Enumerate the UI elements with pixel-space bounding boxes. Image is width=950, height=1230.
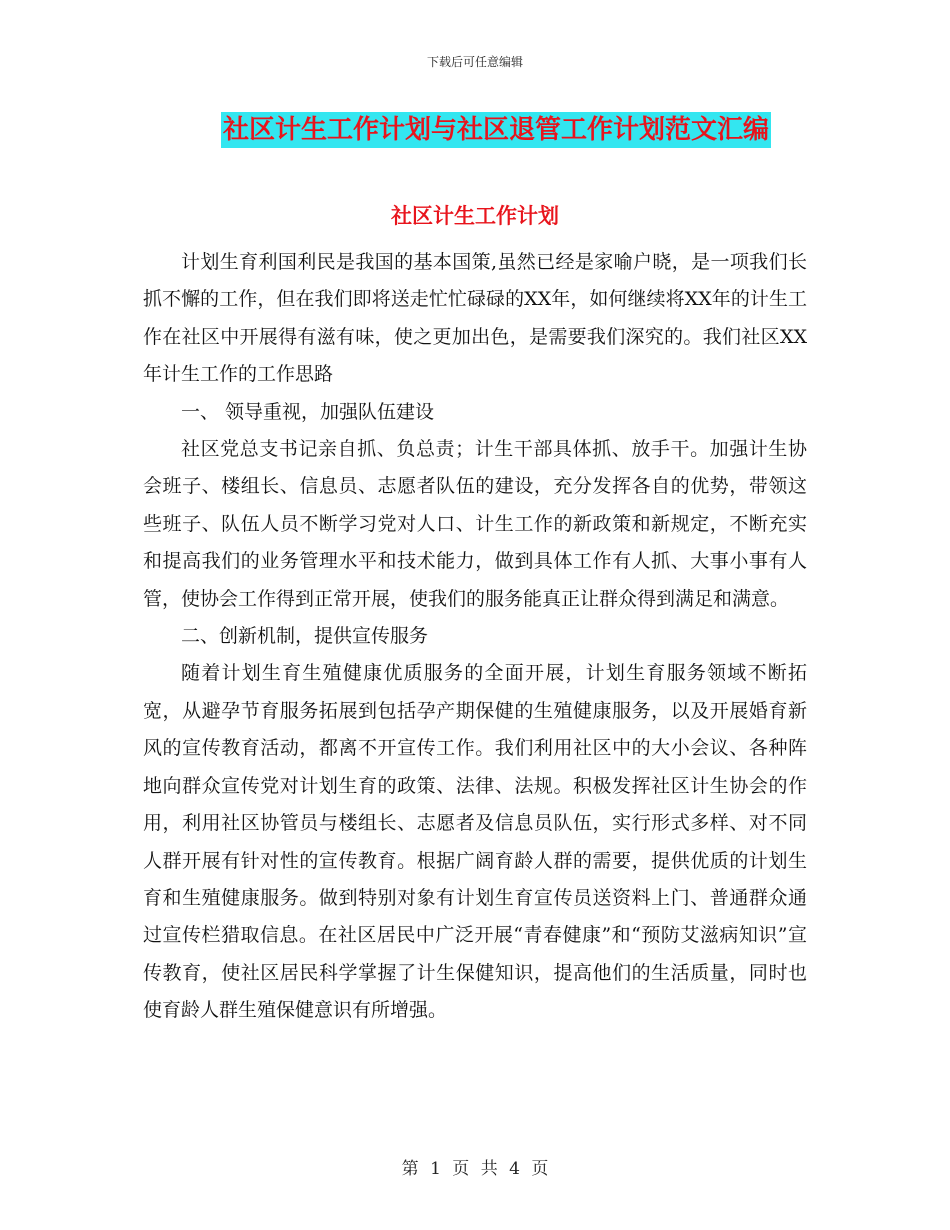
paragraph-intro: 计划生育利国利民是我国的基本国策,虽然已经是家喻户晓，是一项我们长抓不懈的工作，但在我们即将送走忙忙碌碌的XX年，如何继续将XX年的计生工作在社区中开展得有滋有味，使之更加出色，是需要我们深究的。我们社区XX年计生工作的工作思路 bbox=[143, 251, 807, 386]
heading-one: 一、 领导重视，加强队伍建设 bbox=[181, 400, 435, 423]
document-title: 社区计生工作计划与社区退管工作计划范文汇编 bbox=[221, 112, 771, 148]
document-title-container bbox=[0, 112, 950, 148]
page-header: 下载后可任意编辑 bbox=[426, 55, 523, 69]
paragraph-leadership: 社区党总支书记亲自抓、负总责；计生干部具体抓、放手干。加强计生协会班子、楼组长、信息员、志愿者队伍的建设，充分发挥各自的优势，带领这些班子、队伍人员不断学习党对人口、计生工作的新政策和新规定，不断充实和提高我们的业务管理水平和技术能力，做到具体工作有人抓、大事小事有人管，使协会工作得到正常开展，使我们的服务能真正让群众得到满足和满意。 bbox=[143, 438, 807, 610]
section-title: 社区计生工作计划 bbox=[391, 204, 559, 228]
page-footer: 第 1 页 共 4 页 bbox=[401, 1159, 549, 1179]
paragraph-publicity: 随着计划生育生殖健康优质服务的全面开展，计划生育服务领域不断拓宽，从避孕节育服务拓展到包括孕产期保健的生殖健康服务，以及开展婚育新风的宣传教育活动，都离不开宣传工作。我们利用社区中的大小会议、各种阵地向群众宣传党对计划生育的政策、法律、法规。积极发挥社区计生协会的作用，利用社区协管员与楼组长、志愿者及信息员队伍，实行形式多样、对不同人群开展有针对性的宣传教育。根据广阔育龄人群的需要，提供优质的计划生育和生殖健康服务。做到特别对象有计划生育宣传员送资料上门、普通群众通过宣传栏猎取信息。在社区居民中广泛开展“青春健康”和“预防艾滋病知识”宣传教育，使社区居民科学掌握了计生保健知识，提高他们的生活质量，同时也使育龄人群生殖保健意识有所增强。 bbox=[143, 662, 807, 1022]
heading-two: 二、创新机制，提供宣传服务 bbox=[181, 625, 429, 648]
document-body bbox=[143, 244, 807, 1030]
